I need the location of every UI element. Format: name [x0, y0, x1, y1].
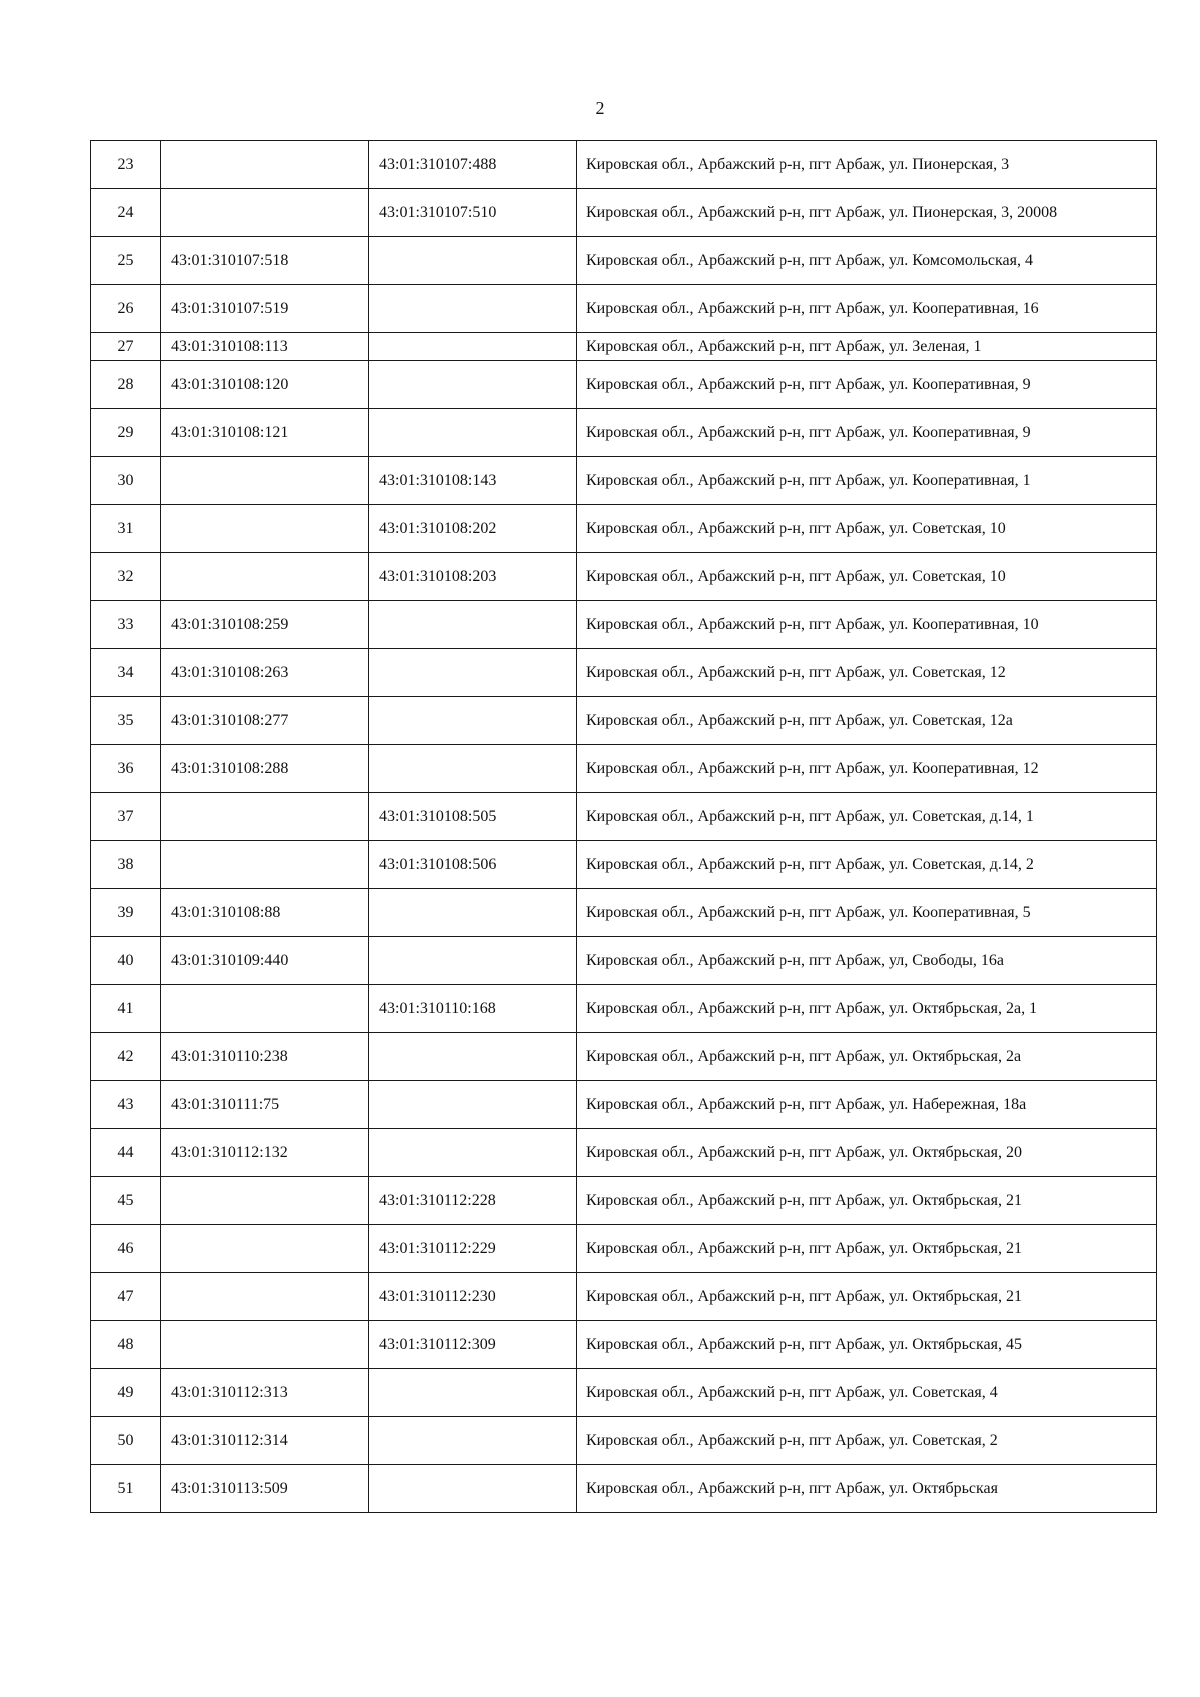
page-number: 2 [595, 98, 605, 118]
address: Кировская обл., Арбажский р-н, пгт Арбаж, ул. Советская, 10 [577, 505, 1157, 553]
table-row [91, 937, 1157, 985]
table-row [91, 1417, 1157, 1465]
cadastral-number-land: 43:01:310111:75 [161, 1081, 369, 1129]
address: Кировская обл., Арбажский р-н, пгт Арбаж, ул. Октябрьская [577, 1465, 1157, 1513]
address: Кировская обл., Арбажский р-н, пгт Арбаж, ул. Пионерская, 3 [577, 141, 1157, 189]
address: Кировская обл., Арбажский р-н, пгт Арбаж, ул. Советская, 10 [577, 553, 1157, 601]
cadastral-number-land: 43:01:310108:288 [161, 745, 369, 793]
row-number: 46 [91, 1225, 161, 1273]
cadastral-number-land: 43:01:310107:519 [161, 285, 369, 333]
address: Кировская обл., Арбажский р-н, пгт Арбаж, ул. Кооперативная, 9 [577, 361, 1157, 409]
table-row [91, 409, 1157, 457]
cadastral-number-building: 43:01:310112:230 [369, 1273, 577, 1321]
cadastral-number-building [369, 745, 577, 793]
cadastral-number-building: 43:01:310110:168 [369, 985, 577, 1033]
row-number: 51 [91, 1465, 161, 1513]
row-number: 30 [91, 457, 161, 505]
address: Кировская обл., Арбажский р-н, пгт Арбаж, ул. Октябрьская, 20 [577, 1129, 1157, 1177]
cadastral-number-building: 43:01:310112:309 [369, 1321, 577, 1369]
table-row [91, 361, 1157, 409]
cadastral-number-land [161, 553, 369, 601]
cadastral-number-land [161, 1177, 369, 1225]
row-number: 48 [91, 1321, 161, 1369]
row-number: 42 [91, 1033, 161, 1081]
cadastral-number-building [369, 697, 577, 745]
table-row [91, 1321, 1157, 1369]
cadastral-number-building [369, 409, 577, 457]
table-row [91, 1033, 1157, 1081]
cadastral-number-land: 43:01:310107:518 [161, 237, 369, 285]
address: Кировская обл., Арбажский р-н, пгт Арбаж, ул. Советская, 4 [577, 1369, 1157, 1417]
table-row [91, 237, 1157, 285]
cadastral-number-building: 43:01:310108:203 [369, 553, 577, 601]
cadastral-number-land: 43:01:310113:509 [161, 1465, 369, 1513]
row-number: 50 [91, 1417, 161, 1465]
row-number: 37 [91, 793, 161, 841]
address: Кировская обл., Арбажский р-н, пгт Арбаж, ул. Зеленая, 1 [577, 333, 1157, 361]
cadastral-number-building [369, 889, 577, 937]
table-row [91, 1177, 1157, 1225]
table-row [91, 841, 1157, 889]
cadastral-number-building [369, 285, 577, 333]
address: Кировская обл., Арбажский р-н, пгт Арбаж, ул. Кооперативная, 5 [577, 889, 1157, 937]
address: Кировская обл., Арбажский р-н, пгт Арбаж, ул. Кооперативная, 1 [577, 457, 1157, 505]
cadastral-number-land [161, 1225, 369, 1273]
cadastral-number-land [161, 189, 369, 237]
table-row [91, 1369, 1157, 1417]
table-row [91, 1081, 1157, 1129]
row-number: 24 [91, 189, 161, 237]
cadastral-number-land: 43:01:310108:88 [161, 889, 369, 937]
table-row [91, 1225, 1157, 1273]
cadastral-number-building: 43:01:310112:228 [369, 1177, 577, 1225]
cadastral-number-building [369, 601, 577, 649]
cadastral-number-building [369, 1417, 577, 1465]
table-body [91, 141, 1157, 1513]
address: Кировская обл., Арбажский р-н, пгт Арбаж, ул. Кооперативная, 9 [577, 409, 1157, 457]
address: Кировская обл., Арбажский р-н, пгт Арбаж, ул, Свободы, 16а [577, 937, 1157, 985]
address: Кировская обл., Арбажский р-н, пгт Арбаж, ул. Октябрьская, 21 [577, 1177, 1157, 1225]
table-row [91, 1465, 1157, 1513]
address: Кировская обл., Арбажский р-н, пгт Арбаж, ул. Кооперативная, 10 [577, 601, 1157, 649]
cadastral-number-land: 43:01:310108:120 [161, 361, 369, 409]
cadastral-number-building [369, 333, 577, 361]
cadastral-number-land: 43:01:310112:314 [161, 1417, 369, 1465]
table-row [91, 601, 1157, 649]
address: Кировская обл., Арбажский р-н, пгт Арбаж, ул. Октябрьская, 2а [577, 1033, 1157, 1081]
row-number: 41 [91, 985, 161, 1033]
table-row [91, 889, 1157, 937]
cadastral-number-land [161, 985, 369, 1033]
table-row [91, 1273, 1157, 1321]
cadastral-number-land [161, 457, 369, 505]
row-number: 33 [91, 601, 161, 649]
row-number: 23 [91, 141, 161, 189]
table-row [91, 985, 1157, 1033]
cadastral-number-building: 43:01:310107:510 [369, 189, 577, 237]
row-number: 40 [91, 937, 161, 985]
row-number: 34 [91, 649, 161, 697]
cadastral-number-building: 43:01:310108:505 [369, 793, 577, 841]
cadastral-number-building: 43:01:310107:488 [369, 141, 577, 189]
cadastral-number-land: 43:01:310108:121 [161, 409, 369, 457]
cadastral-number-building [369, 1033, 577, 1081]
address: Кировская обл., Арбажский р-н, пгт Арбаж, ул. Советская, 12 [577, 649, 1157, 697]
row-number: 35 [91, 697, 161, 745]
cadastral-number-building [369, 649, 577, 697]
address: Кировская обл., Арбажский р-н, пгт Арбаж, ул. Комсомольская, 4 [577, 237, 1157, 285]
table-row [91, 793, 1157, 841]
address: Кировская обл., Арбажский р-н, пгт Арбаж, ул. Пионерская, 3, 20008 [577, 189, 1157, 237]
cadastral-number-land: 43:01:310112:313 [161, 1369, 369, 1417]
table-row [91, 505, 1157, 553]
address: Кировская обл., Арбажский р-н, пгт Арбаж, ул. Октябрьская, 45 [577, 1321, 1157, 1369]
cadastral-number-building: 43:01:310108:202 [369, 505, 577, 553]
cadastral-number-building [369, 1129, 577, 1177]
address: Кировская обл., Арбажский р-н, пгт Арбаж, ул. Октябрьская, 21 [577, 1225, 1157, 1273]
address: Кировская обл., Арбажский р-н, пгт Арбаж, ул. Набережная, 18а [577, 1081, 1157, 1129]
row-number: 25 [91, 237, 161, 285]
row-number: 39 [91, 889, 161, 937]
table-row [91, 553, 1157, 601]
cadastral-number-land: 43:01:310108:277 [161, 697, 369, 745]
cadastral-number-land [161, 141, 369, 189]
cadastral-number-building: 43:01:310112:229 [369, 1225, 577, 1273]
table-row [91, 189, 1157, 237]
address: Кировская обл., Арбажский р-н, пгт Арбаж, ул. Советская, 2 [577, 1417, 1157, 1465]
row-number: 26 [91, 285, 161, 333]
cadastral-number-land [161, 1273, 369, 1321]
row-number: 28 [91, 361, 161, 409]
address: Кировская обл., Арбажский р-н, пгт Арбаж, ул. Советская, д.14, 2 [577, 841, 1157, 889]
table-row [91, 285, 1157, 333]
address: Кировская обл., Арбажский р-н, пгт Арбаж, ул. Советская, д.14, 1 [577, 793, 1157, 841]
cadastral-number-building [369, 1465, 577, 1513]
table-row [91, 745, 1157, 793]
row-number: 43 [91, 1081, 161, 1129]
table-row [91, 141, 1157, 189]
cadastral-number-land: 43:01:310108:263 [161, 649, 369, 697]
row-number: 38 [91, 841, 161, 889]
cadastral-number-land: 43:01:310112:132 [161, 1129, 369, 1177]
cadastral-number-land [161, 841, 369, 889]
cadastral-number-building [369, 361, 577, 409]
row-number: 32 [91, 553, 161, 601]
row-number: 47 [91, 1273, 161, 1321]
cadastral-number-land: 43:01:310110:238 [161, 1033, 369, 1081]
address: Кировская обл., Арбажский р-н, пгт Арбаж, ул. Кооперативная, 12 [577, 745, 1157, 793]
cadastral-number-land [161, 505, 369, 553]
cadastral-number-land: 43:01:310109:440 [161, 937, 369, 985]
address: Кировская обл., Арбажский р-н, пгт Арбаж, ул. Октябрьская, 21 [577, 1273, 1157, 1321]
cadastral-number-building [369, 1369, 577, 1417]
row-number: 36 [91, 745, 161, 793]
cadastral-number-land: 43:01:310108:259 [161, 601, 369, 649]
address: Кировская обл., Арбажский р-н, пгт Арбаж, ул. Октябрьская, 2а, 1 [577, 985, 1157, 1033]
cadastral-number-land: 43:01:310108:113 [161, 333, 369, 361]
cadastral-number-building: 43:01:310108:506 [369, 841, 577, 889]
cadastral-number-building [369, 1081, 577, 1129]
cadastral-number-building: 43:01:310108:143 [369, 457, 577, 505]
table-row [91, 333, 1157, 361]
row-number: 44 [91, 1129, 161, 1177]
row-number: 49 [91, 1369, 161, 1417]
cadastral-table [90, 140, 1157, 1513]
row-number: 27 [91, 333, 161, 361]
table-row [91, 649, 1157, 697]
cadastral-number-land [161, 1321, 369, 1369]
table-row [91, 697, 1157, 745]
cadastral-number-land [161, 793, 369, 841]
table-row [91, 1129, 1157, 1177]
row-number: 29 [91, 409, 161, 457]
cadastral-number-building [369, 937, 577, 985]
address: Кировская обл., Арбажский р-н, пгт Арбаж, ул. Кооперативная, 16 [577, 285, 1157, 333]
cadastral-number-building [369, 237, 577, 285]
address: Кировская обл., Арбажский р-н, пгт Арбаж, ул. Советская, 12а [577, 697, 1157, 745]
table-row [91, 457, 1157, 505]
row-number: 45 [91, 1177, 161, 1225]
row-number: 31 [91, 505, 161, 553]
